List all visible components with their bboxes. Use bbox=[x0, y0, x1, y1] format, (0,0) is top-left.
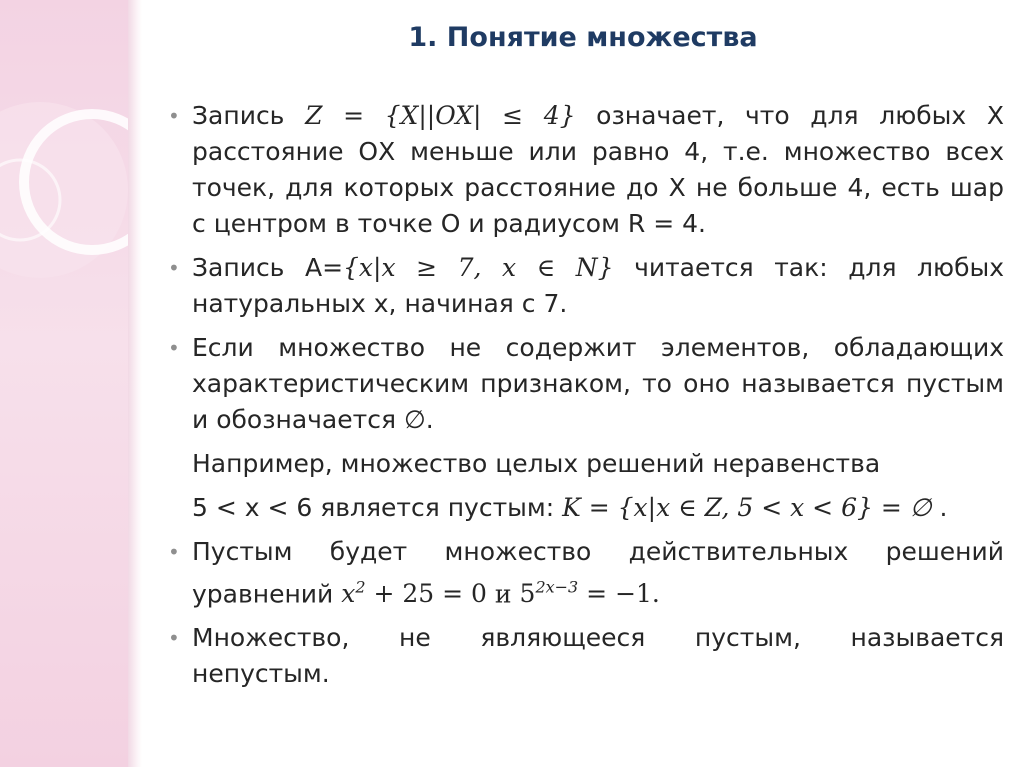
item-1-text: Запись bbox=[192, 101, 285, 130]
item-3-tail: . bbox=[425, 405, 434, 434]
empty-set-symbol: ∅ bbox=[403, 405, 426, 434]
bullet-item-4 bbox=[168, 534, 1004, 612]
item-3-main: Если множество не содержит элементов, обладающих характеристическим признаком, то оно называется пустым и обозначается bbox=[192, 333, 1004, 434]
bullet-icon: • bbox=[168, 104, 180, 128]
item-5-line-2: непустым. bbox=[192, 659, 330, 689]
equation-2 bbox=[520, 579, 660, 608]
example-block bbox=[168, 446, 1004, 526]
item-1-text-rest: означает, что для любых X bbox=[596, 101, 1004, 130]
item-2-rest: натуральных x, начиная с 7. bbox=[192, 289, 568, 318]
example-line-2 bbox=[192, 490, 1004, 526]
item-4-line-1: Пустым будет множество действительных решений bbox=[192, 537, 1004, 566]
bullet-item-2 bbox=[168, 250, 1004, 322]
item-5-line-1: Множество, не являющееся пустым, называется bbox=[192, 623, 1004, 653]
example-line-1: Например, множество целых решений неравенства bbox=[192, 449, 881, 478]
conjunction: и bbox=[494, 579, 512, 609]
eq2-rest: = −1. bbox=[578, 579, 660, 609]
bullet-item-3 bbox=[168, 330, 1004, 438]
bullet-icon: • bbox=[168, 540, 180, 564]
eq1-rest: + 25 = 0 bbox=[365, 579, 487, 609]
item-3-text bbox=[192, 330, 1004, 438]
item-1-formula: Z = {X||OX| ≤ 4} bbox=[305, 101, 576, 130]
eq1-base: x bbox=[341, 579, 356, 609]
bullet-icon: • bbox=[168, 256, 180, 280]
slide-title: 1. Понятие множества bbox=[408, 22, 758, 53]
eq2-exponent: 2x−3 bbox=[535, 578, 579, 597]
item-2-formula: {x|x ≥ 7, x ∈ N} bbox=[343, 253, 614, 282]
band-edge bbox=[128, 0, 142, 767]
item-2-text: Запись А= bbox=[192, 253, 344, 282]
item-2-line-1 bbox=[192, 250, 1004, 286]
eq2-base: 5 bbox=[519, 579, 536, 609]
slide-content bbox=[168, 98, 1004, 700]
decorative-circles bbox=[0, 0, 128, 767]
example-text: 5 < x < 6 является пустым: bbox=[192, 493, 563, 522]
eq1-exponent: 2 bbox=[355, 578, 366, 597]
bullet-icon: • bbox=[168, 626, 180, 651]
example-formula: K = {x|x ∈ Z, 5 < x < 6} = ∅ bbox=[562, 493, 932, 522]
item-1-rest: расстояние ОХ меньше или равно 4, т.е. множество всех точек, для которых расстояние до Х не больше 4, есть шар с центром в точке О и радиусом R = 4. bbox=[192, 137, 1004, 238]
item-4-line-2 bbox=[192, 570, 1004, 612]
equation-1 bbox=[341, 579, 487, 608]
item-1-line-1 bbox=[192, 98, 1004, 134]
decorative-left-band bbox=[0, 0, 128, 767]
slide bbox=[142, 0, 1024, 767]
item-2-text-rest: читается так: для любых bbox=[634, 253, 1005, 282]
bullet-icon: • bbox=[168, 336, 180, 360]
example-tail: . bbox=[931, 493, 948, 522]
bullet-item-5 bbox=[168, 620, 1004, 692]
bullet-item-1 bbox=[168, 98, 1004, 242]
item-4-text: уравнений bbox=[192, 579, 334, 609]
